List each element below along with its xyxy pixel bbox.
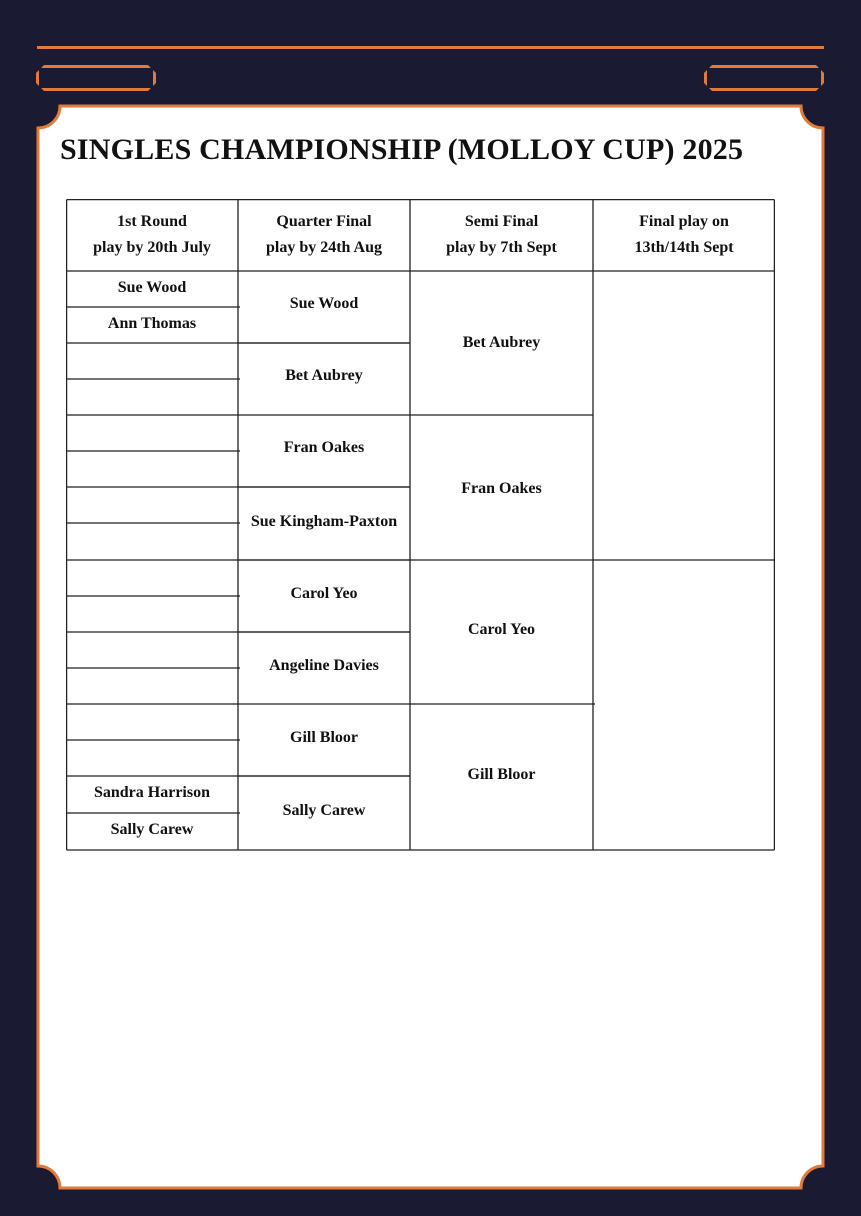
first-round-slot-2: Ann Thomas bbox=[107, 315, 197, 332]
first-round-slot-16: Sally Carew bbox=[110, 821, 194, 838]
quarter-final-slot-1: Sue Wood bbox=[289, 295, 359, 312]
header-quarter-final: Quarter Final play by 24th Aug bbox=[265, 213, 383, 256]
semi-final-slot-4: Gill Bloor bbox=[467, 766, 536, 783]
quarter-final-slot-3: Fran Oakes bbox=[283, 439, 365, 456]
semi-final-slot-1: Bet Aubrey bbox=[462, 334, 541, 351]
header-first-round: 1st Round play by 20th July bbox=[93, 213, 211, 256]
final-slot-2 bbox=[593, 560, 775, 850]
quarter-final-slot-6: Angeline Davies bbox=[269, 657, 379, 674]
page-title: SINGLES CHAMPIONSHIP (MOLLOY CUP) 2025 bbox=[60, 133, 744, 166]
quarter-final-slot-4: Sue Kingham-Paxton bbox=[250, 513, 398, 530]
draw-bracket bbox=[66, 199, 775, 851]
first-round-slot-15: Sandra Harrison bbox=[93, 784, 210, 801]
quarter-final-slot-5: Carol Yeo bbox=[290, 585, 358, 602]
first-round-slot-1: Sue Wood bbox=[117, 279, 187, 296]
semi-final-slot-2: Fran Oakes bbox=[461, 480, 542, 497]
final-slot-1 bbox=[593, 271, 775, 560]
header-semi-final: Semi Final play by 7th Sept bbox=[446, 213, 557, 256]
quarter-final-slot-7: Gill Bloor bbox=[290, 729, 358, 746]
header-final: Final play on 13th/14th Sept bbox=[634, 213, 734, 256]
quarter-final-slot-2: Bet Aubrey bbox=[285, 367, 363, 384]
quarter-final-slot-8: Sally Carew bbox=[282, 802, 366, 819]
semi-final-slot-3: Carol Yeo bbox=[467, 621, 536, 638]
